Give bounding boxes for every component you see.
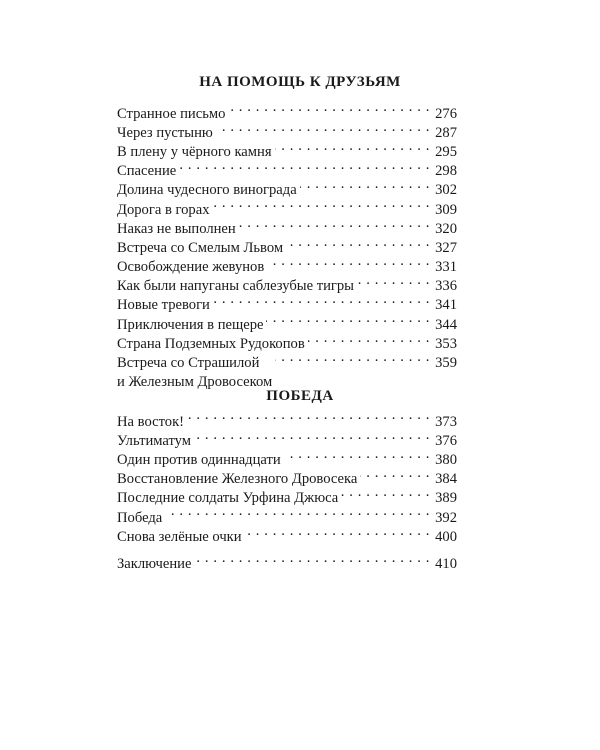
toc-entry-title: Через пустыню: [117, 124, 213, 141]
toc-entry[interactable]: [117, 237, 457, 256]
leader-dots: [360, 469, 430, 484]
toc-entry-title: Долина чудесного винограда: [117, 182, 297, 199]
toc-entry-title: Новые тревоги: [117, 297, 210, 314]
leader-dots: [194, 430, 430, 445]
toc-entry-title: Освобождение жевунов: [117, 259, 265, 276]
toc-entry[interactable]: [117, 218, 457, 237]
leader-dots: [284, 449, 430, 464]
toc-entry-title: Заключение: [117, 555, 192, 572]
toc-entry-title: Встреча со Смелым Львом: [117, 239, 284, 256]
leader-dots: [300, 180, 430, 195]
leader-dots: [245, 526, 430, 541]
toc-entry-title: Один против одиннадцати: [117, 451, 281, 468]
toc-entry-page: 309: [435, 201, 457, 218]
toc-entry[interactable]: [117, 526, 457, 545]
leader-dots: [187, 411, 430, 426]
toc-entry[interactable]: [117, 199, 457, 218]
leader-dots: [267, 257, 430, 272]
toc-entry[interactable]: [117, 122, 457, 141]
toc-entry[interactable]: [117, 276, 457, 295]
leader-dots: [357, 276, 430, 291]
toc-entry[interactable]: [117, 488, 457, 507]
toc-entry-page: 287: [435, 124, 457, 141]
toc-entry-title: Приключения в пещере: [117, 316, 264, 333]
toc-list-section-2: [117, 411, 457, 573]
toc-entry-title: Спасение: [117, 163, 177, 180]
leader-dots: [179, 161, 430, 176]
leader-dots: [165, 507, 430, 522]
toc-entry-title: Наказ не выполнен: [117, 220, 236, 237]
toc-entry-title: Страна Подземных Рудокопов: [117, 335, 305, 352]
toc-entry[interactable]: [117, 411, 457, 430]
toc-entry-page: 376: [435, 432, 457, 449]
leader-dots: [213, 295, 430, 310]
toc-entry-title: На восток!: [117, 413, 185, 430]
toc-entry-page: 380: [435, 451, 457, 468]
leader-dots: [275, 352, 430, 367]
toc-list-section-1: [117, 103, 457, 392]
toc-entry-title: Ультиматум: [117, 432, 192, 449]
section-title-victory: ПОБЕДА: [266, 388, 334, 404]
toc-entry-page: 295: [435, 143, 457, 160]
leader-dots: [228, 103, 430, 118]
leader-dots: [216, 122, 430, 137]
leader-dots: [341, 488, 430, 503]
toc-entry-title: Восстановление Железного Дровосека: [117, 471, 358, 488]
toc-entry[interactable]: [117, 469, 457, 488]
toc-entry[interactable]: [117, 430, 457, 449]
toc-entry-page: 341: [435, 297, 457, 314]
toc-entry[interactable]: [117, 180, 457, 199]
leader-dots: [266, 314, 430, 329]
leader-dots: [275, 141, 430, 156]
toc-entry[interactable]: [117, 449, 457, 468]
section-title-to-the-rescue: НА ПОМОЩЬ К ДРУЗЬЯМ: [199, 74, 401, 90]
toc-entry-page: 276: [435, 105, 457, 122]
leader-dots: [308, 333, 430, 348]
toc-entry-page: 344: [435, 316, 457, 333]
toc-entry-page: 353: [435, 335, 457, 352]
toc-entry-page: 410: [435, 555, 457, 572]
toc-entry[interactable]: [117, 295, 457, 314]
toc-entry-page: 336: [435, 278, 457, 295]
leader-dots: [286, 237, 430, 252]
toc-entry[interactable]: [117, 103, 457, 122]
toc-entry-title: Как были напуганы саблезубые тигры: [117, 278, 354, 295]
leader-dots: [213, 199, 431, 214]
toc-entry-page: 392: [435, 509, 457, 526]
toc-entry-page: 320: [435, 220, 457, 237]
toc-entry[interactable]: [117, 507, 457, 526]
toc-entry[interactable]: [117, 314, 457, 333]
toc-entry[interactable]: [117, 161, 457, 180]
toc-entry-title: Странное письмо: [117, 105, 226, 122]
toc-entry-page: 327: [435, 239, 457, 256]
toc-entry[interactable]: [117, 257, 457, 276]
toc-entry-page: 384: [435, 471, 457, 488]
toc-entry-page: 302: [435, 182, 457, 199]
leader-dots: [194, 553, 430, 568]
toc-entry-title: Снова зелёные очки: [117, 528, 242, 545]
toc-entry-page: 400: [435, 528, 457, 545]
toc-entry-conclusion[interactable]: [117, 553, 457, 572]
toc-entry-page: 389: [435, 490, 457, 507]
toc-entry-title-line-1: Встреча со Страшилой: [117, 355, 260, 372]
toc-entry-page: 298: [435, 163, 457, 180]
toc-entry[interactable]: [117, 141, 457, 160]
toc-entry-title-line-2: и Железным Дровосеком: [117, 374, 273, 391]
toc-entry-title: Победа: [117, 509, 163, 526]
toc-entry-title: Дорога в горах: [117, 201, 210, 218]
toc-entry-page: 359: [435, 355, 457, 372]
toc-entry-title: Последние солдаты Урфина Джюса: [117, 490, 339, 507]
toc-entry-page: 331: [435, 259, 457, 276]
toc-entry-page: 373: [435, 413, 457, 430]
toc-entry[interactable]: [117, 333, 457, 352]
leader-dots: [239, 218, 430, 233]
toc-entry-title: В плену у чёрного камня: [117, 143, 272, 160]
